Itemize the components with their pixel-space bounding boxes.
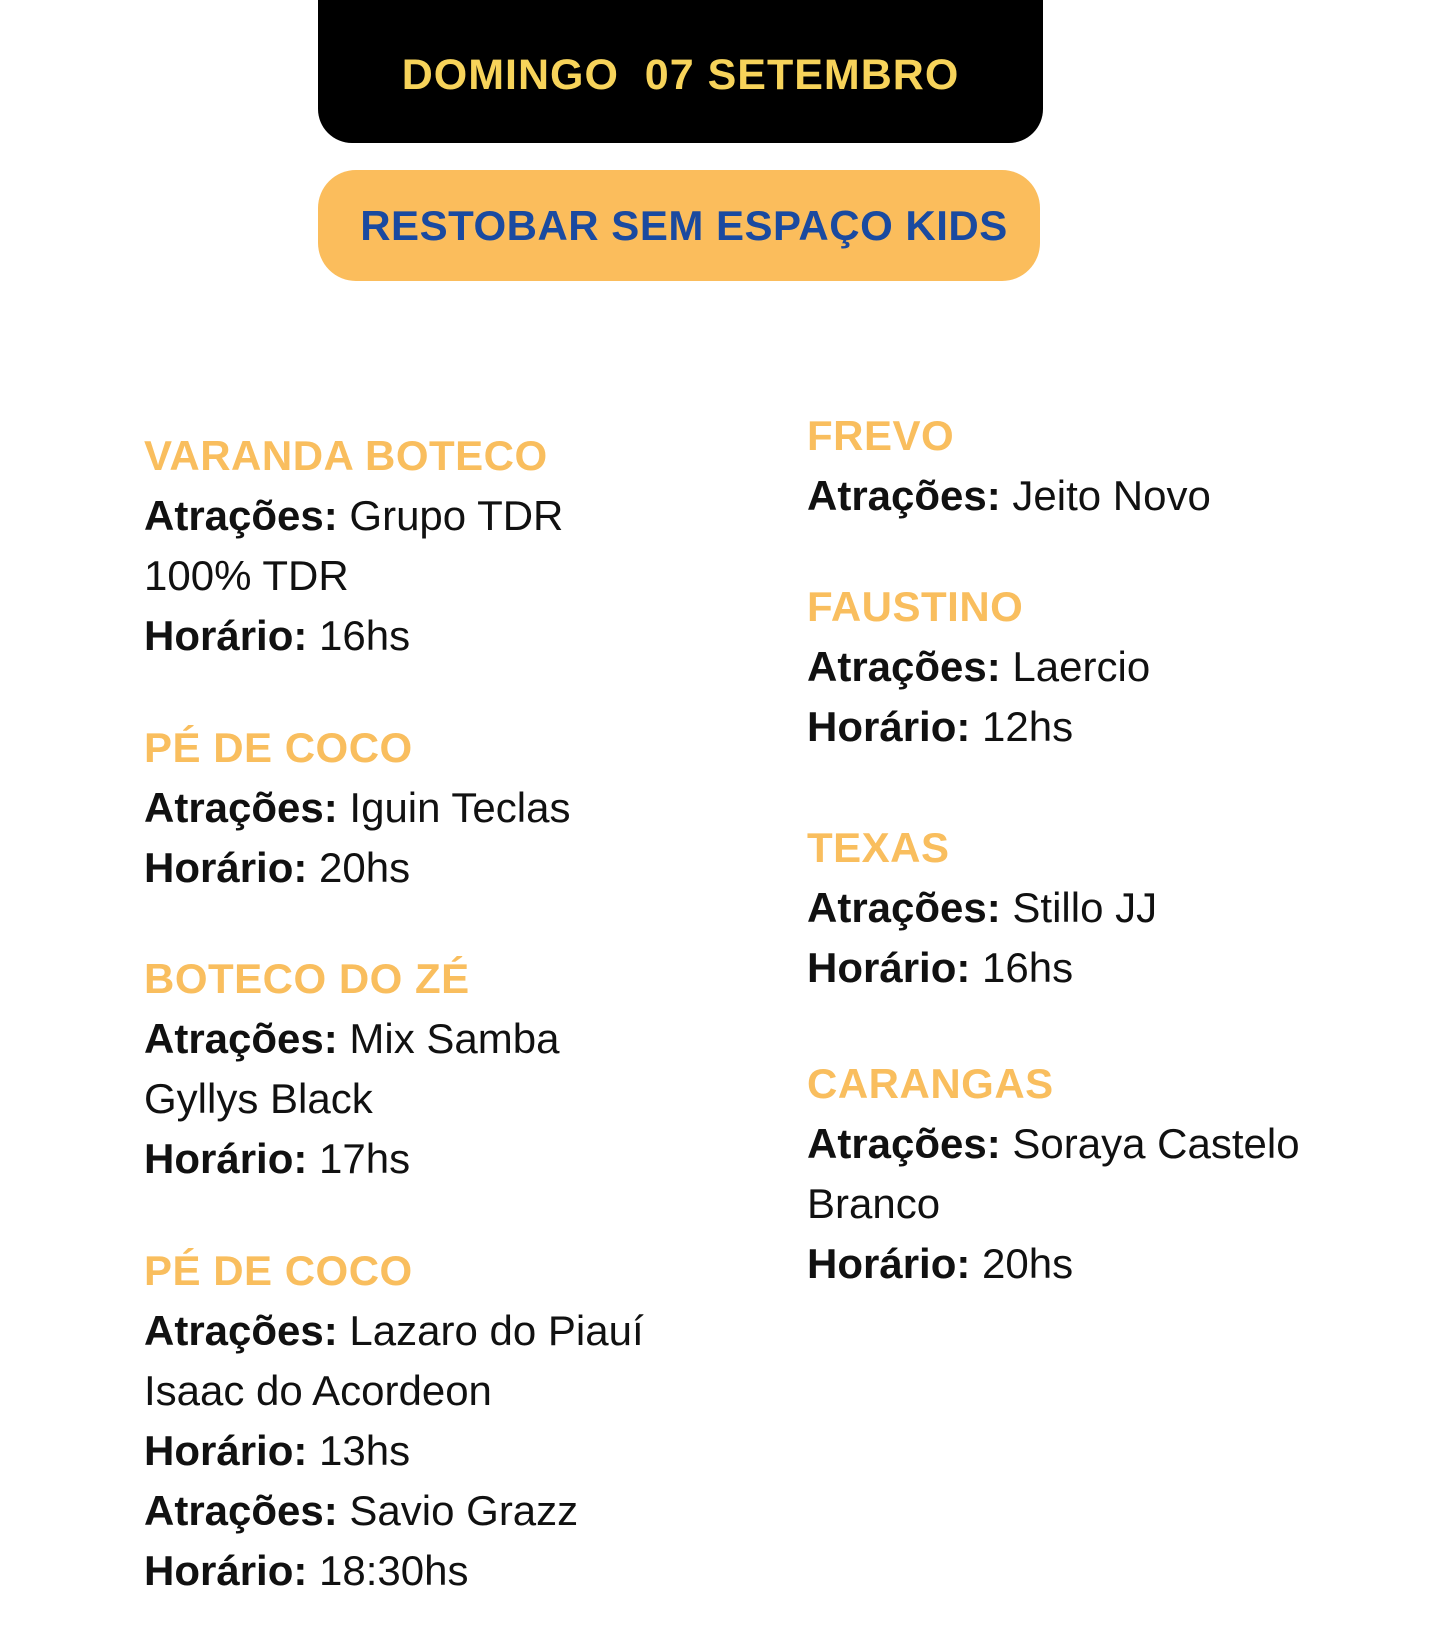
attractions-line — [807, 878, 1407, 938]
venue-block — [807, 818, 1407, 998]
venue-block — [807, 1054, 1407, 1294]
venue-name: PÉ DE COCO — [144, 724, 413, 771]
attractions-line — [144, 1009, 744, 1069]
date-banner — [318, 0, 1043, 143]
attractions-value: Savio Grazz — [349, 1487, 579, 1534]
attractions-label: Atrações: — [144, 1487, 338, 1534]
time-value: 12hs — [982, 703, 1074, 750]
time-line — [144, 606, 744, 666]
venue-block — [144, 949, 744, 1189]
time-label: Horário: — [807, 1240, 971, 1287]
time-line — [807, 1234, 1407, 1294]
venue-name: VARANDA BOTECO — [144, 432, 548, 479]
time-value: 20hs — [319, 844, 411, 891]
attractions-value: Laercio — [1012, 643, 1151, 690]
time-value: 20hs — [982, 1240, 1074, 1287]
attractions-label: Atrações: — [144, 1015, 338, 1062]
time-line — [144, 1541, 744, 1601]
attractions-line — [807, 637, 1407, 697]
time-label: Horário: — [144, 844, 308, 891]
attractions-continuation: Branco — [807, 1180, 941, 1227]
time-value: 16hs — [319, 612, 411, 659]
attractions-line — [144, 486, 744, 546]
attractions-label: Atrações: — [144, 1307, 338, 1354]
venue-name: FREVO — [807, 412, 955, 459]
attractions-label: Atrações: — [144, 784, 338, 831]
attractions-value: Jeito Novo — [1012, 472, 1211, 519]
time-label: Horário: — [807, 944, 971, 991]
attractions-line — [144, 778, 744, 838]
venue-block — [144, 718, 744, 898]
attractions-value: Grupo TDR — [349, 492, 564, 539]
venue-name: FAUSTINO — [807, 583, 1024, 630]
venue-block — [807, 577, 1407, 757]
venue-block — [807, 406, 1407, 526]
time-label: Horário: — [144, 1427, 308, 1474]
event-date: DOMINGO 07 SETEMBRO — [401, 51, 960, 99]
attractions-value: Mix Samba — [349, 1015, 560, 1062]
attractions-label: Atrações: — [807, 1120, 1001, 1167]
venue-block — [144, 1241, 744, 1601]
attractions-line — [144, 1481, 744, 1541]
time-line — [807, 938, 1407, 998]
venue-name: TEXAS — [807, 824, 950, 871]
venue-type-badge — [318, 170, 1040, 281]
venue-name: PÉ DE COCO — [144, 1247, 413, 1294]
time-value: 13hs — [319, 1427, 411, 1474]
attractions-line — [807, 466, 1407, 526]
time-value: 16hs — [982, 944, 1074, 991]
attractions-label: Atrações: — [144, 492, 338, 539]
attractions-value: Soraya Castelo — [1012, 1120, 1300, 1167]
venue-type-label: RESTOBAR SEM ESPAÇO KIDS — [360, 201, 1008, 249]
left-column — [144, 426, 744, 1601]
time-label: Horário: — [144, 1135, 308, 1182]
time-value: 18:30hs — [319, 1547, 469, 1594]
time-line — [144, 1421, 744, 1481]
time-label: Horário: — [144, 612, 308, 659]
venue-block — [144, 426, 744, 666]
attractions-label: Atrações: — [807, 884, 1001, 931]
attractions-value: Stillo JJ — [1012, 884, 1158, 931]
right-column — [807, 406, 1407, 1294]
venue-name: CARANGAS — [807, 1060, 1054, 1107]
attractions-continuation: Gyllys Black — [144, 1075, 373, 1122]
attractions-line — [807, 1114, 1407, 1174]
attractions-value: Lazaro do Piauí — [349, 1307, 644, 1354]
time-line — [807, 697, 1407, 757]
attractions-continuation: 100% TDR — [144, 552, 349, 599]
attractions-label: Atrações: — [807, 472, 1001, 519]
time-value: 17hs — [319, 1135, 411, 1182]
time-label: Horário: — [144, 1547, 308, 1594]
time-label: Horário: — [807, 703, 971, 750]
time-line — [144, 1129, 744, 1189]
attractions-continuation: Isaac do Acordeon — [144, 1367, 492, 1414]
venue-name: BOTECO DO ZÉ — [144, 955, 470, 1002]
time-line — [144, 838, 744, 898]
attractions-label: Atrações: — [807, 643, 1001, 690]
attractions-line — [144, 1301, 744, 1361]
attractions-value: Iguin Teclas — [349, 784, 571, 831]
